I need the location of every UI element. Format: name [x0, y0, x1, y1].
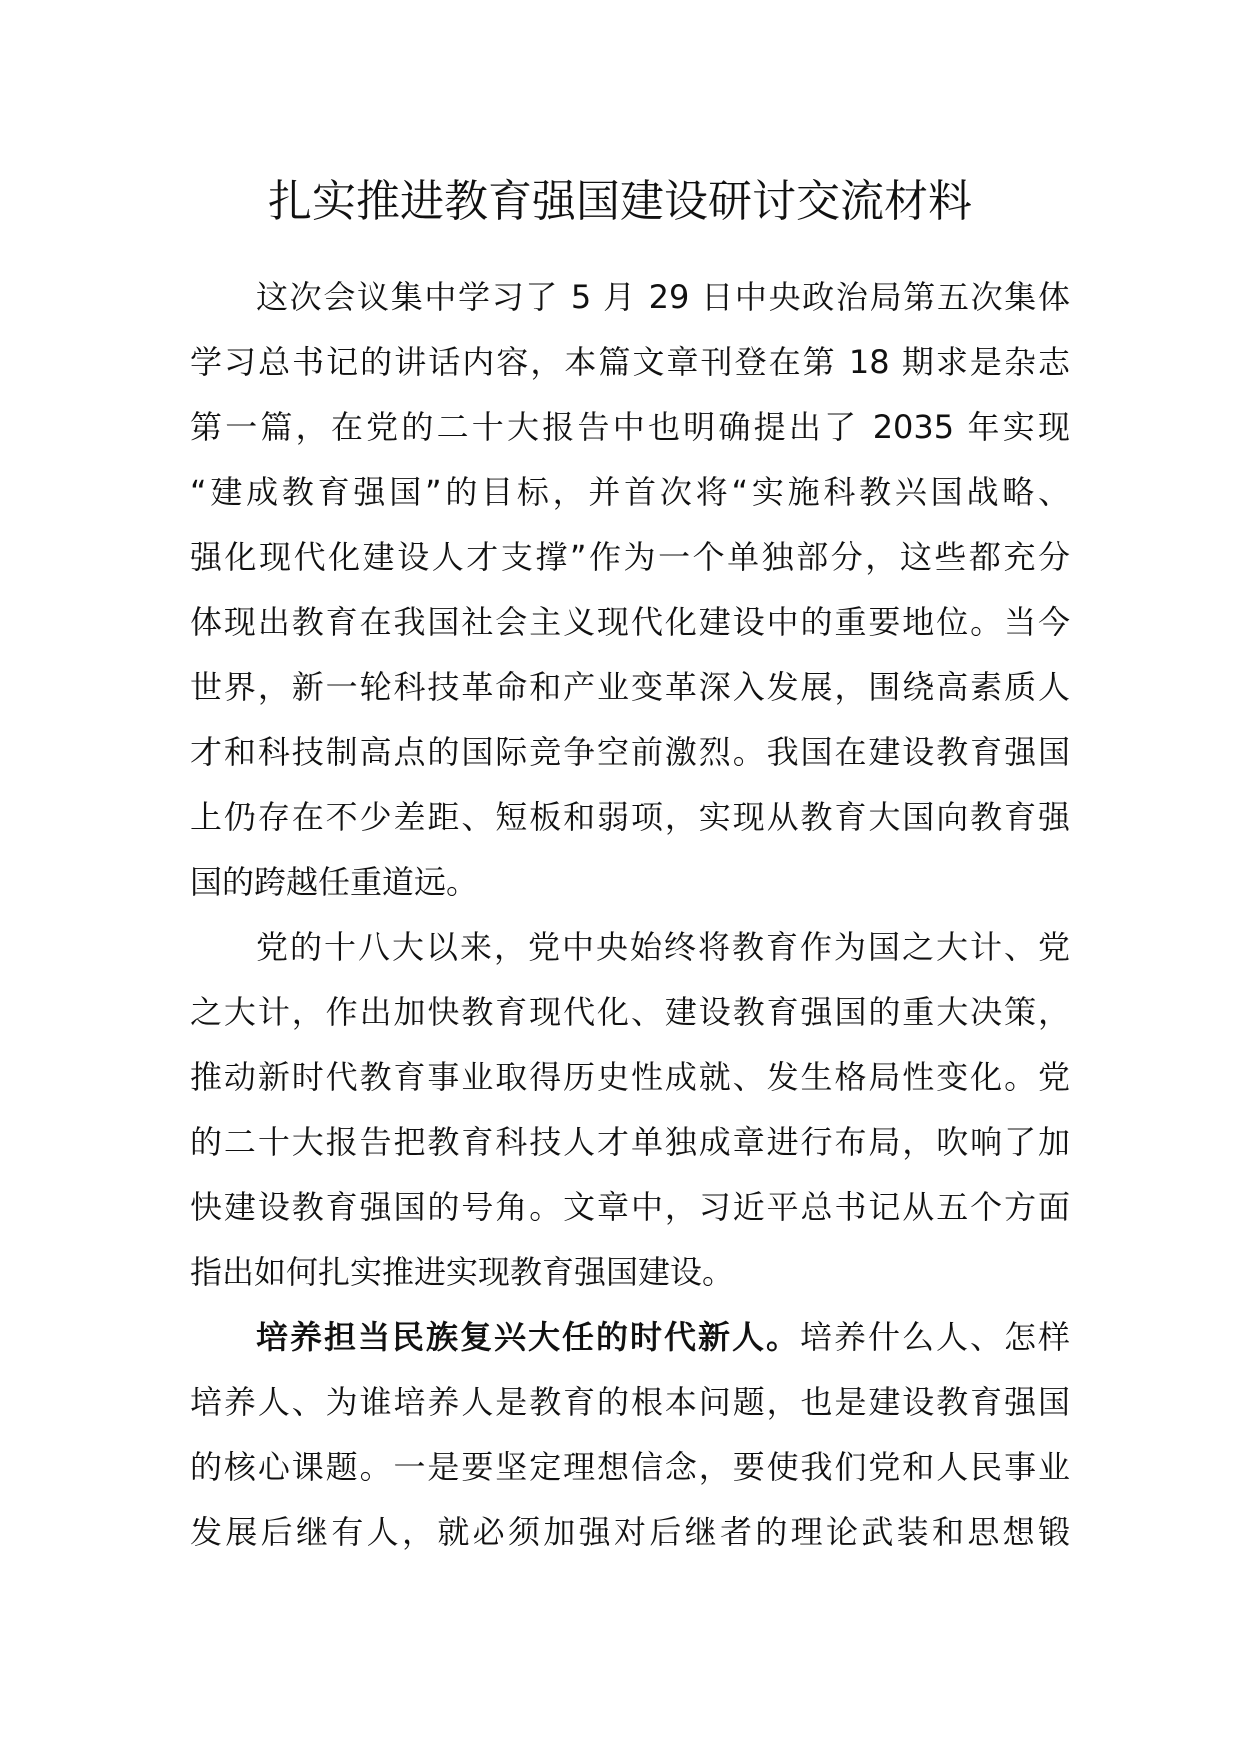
document-title: 扎实推进教育强国建设研讨交流材料	[268, 176, 972, 227]
paragraph-line: 发展后继有人，就必须加强对后继者的理论武装和思想锻	[190, 1513, 1070, 1551]
paragraph-line: 强化现代化建设人才支撑”作为一个单独部分，这些都充分	[190, 538, 1070, 576]
paragraph-line: 党的十八大以来，党中央始终将教育作为国之大计、党	[256, 928, 1070, 966]
paragraph-line: 世界，新一轮科技革命和产业变革深入发展，围绕高素质人	[190, 668, 1070, 706]
paragraph-line: 培养人、为谁培养人是教育的根本问题，也是建设教育强国	[190, 1383, 1070, 1421]
paragraph-line: 国的跨越任重道远。	[190, 863, 479, 901]
paragraph-line: 推动新时代教育事业取得历史性成就、发生格局性变化。党	[190, 1058, 1070, 1096]
paragraph-line: 第一篇，在党的二十大报告中也明确提出了 2035 年实现	[190, 408, 1070, 446]
paragraph-line: 快建设教育强国的号角。文章中，习近平总书记从五个方面	[190, 1188, 1070, 1226]
paragraph-line: 体现出教育在我国社会主义现代化建设中的重要地位。当今	[190, 603, 1070, 641]
paragraph-line: 学习总书记的讲话内容，本篇文章刊登在第 18 期求是杂志	[190, 343, 1070, 381]
section-heading: 培养担当民族复兴大任的时代新人。	[256, 1318, 800, 1356]
paragraph-line: 之大计，作出加快教育现代化、建设教育强国的重大决策，	[190, 993, 1070, 1031]
paragraph-line: 的核心课题。一是要坚定理想信念，要使我们党和人民事业	[190, 1448, 1070, 1486]
paragraph-2	[190, 915, 1070, 1305]
paragraph-line: 才和科技制高点的国际竞争空前激烈。我国在建设教育强国	[190, 733, 1070, 771]
paragraph-first-line	[190, 1305, 1070, 1370]
paragraph-1	[190, 265, 1070, 915]
paragraph-line: 这次会议集中学习了 5 月 29 日中央政治局第五次集体	[256, 278, 1070, 316]
paragraph-3	[190, 1305, 1070, 1565]
paragraph-line: “建成教育强国”的目标，并首次将“实施科教兴国战略、	[190, 473, 1070, 511]
paragraph-line-rest: 培养什么人、怎样	[799, 1318, 1070, 1356]
paragraph-line: 上仍存在不少差距、短板和弱项，实现从教育大国向教育强	[190, 798, 1070, 836]
paragraph-line: 的二十大报告把教育科技人才单独成章进行布局，吹响了加	[190, 1123, 1070, 1161]
paragraph-line: 指出如何扎实推进实现教育强国建设。	[190, 1253, 735, 1291]
